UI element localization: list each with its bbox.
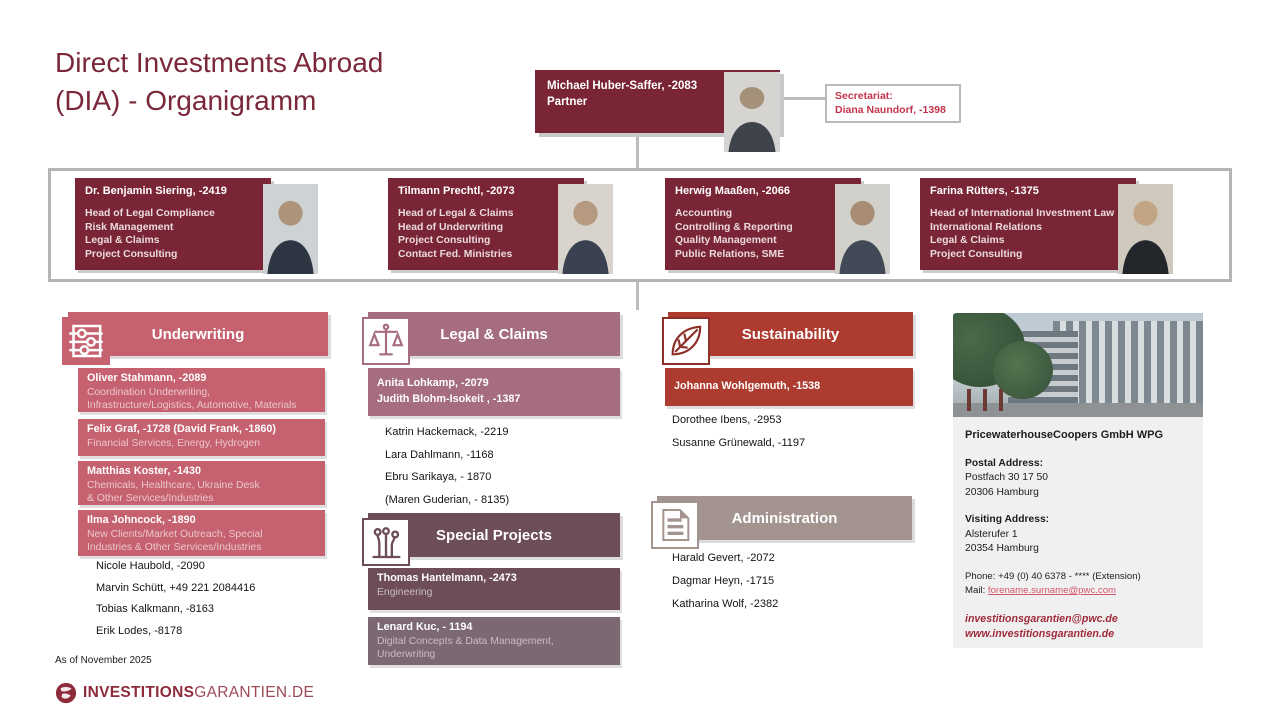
member-name: Thomas Hantelmann, -2473 bbox=[377, 572, 517, 584]
person-name: Herwig Maaßen, -2066 bbox=[675, 185, 790, 197]
staff-entry: Ebru Sarikaya, - 1870 bbox=[385, 471, 492, 483]
postal-address-label: Postal Address: bbox=[965, 457, 1044, 469]
member-desc: New Clients/Market Outreach, Special bbox=[87, 528, 263, 540]
document-icon bbox=[651, 501, 699, 549]
member-name: Lenard Kuc, - 1194 bbox=[377, 621, 473, 633]
member-desc: Chemicals, Healthcare, Ukraine Desk bbox=[87, 479, 260, 491]
management-card bbox=[920, 178, 1136, 270]
visiting-address-line: 20354 Hamburg bbox=[965, 543, 1039, 554]
connector-leader-vertical bbox=[636, 133, 639, 169]
mail-label: Mail: bbox=[965, 585, 988, 596]
person-role: Head of International Investment Law bbox=[930, 208, 1115, 219]
member-desc: & Other Services/Industries bbox=[87, 493, 214, 504]
staff-entry: Lara Dahlmann, -1168 bbox=[385, 448, 494, 461]
member-name: Oliver Stahmann, -2089 bbox=[87, 372, 207, 384]
member-box bbox=[78, 461, 325, 505]
person-role: International Relations bbox=[930, 221, 1043, 233]
page-title bbox=[55, 44, 383, 120]
contact-panel bbox=[953, 417, 1203, 648]
member-name: Felix Graf, -1728 (David Frank, -1860) bbox=[87, 423, 277, 435]
person-name: Farina Rütters, -1375 bbox=[930, 185, 1039, 197]
staff-list-legal bbox=[385, 426, 509, 516]
portrait-photo bbox=[263, 184, 318, 274]
person-role: Legal & Claims bbox=[85, 235, 160, 246]
staff-entry: Susanne Grünewald, -1197 bbox=[672, 437, 806, 449]
person-role: Controlling & Reporting bbox=[675, 221, 793, 233]
member-box bbox=[368, 617, 620, 665]
logo-text-regular: GARANTIEN.DE bbox=[194, 684, 315, 701]
person-role: Risk Management bbox=[85, 221, 174, 233]
management-card bbox=[388, 178, 584, 270]
person-role: Project Consulting bbox=[930, 248, 1023, 260]
logo-text-bold: INVESTITIONS bbox=[83, 684, 195, 701]
member-desc: Industries & Other Services/Industries bbox=[87, 542, 262, 553]
leaf-icon bbox=[662, 317, 710, 365]
member-desc: Financial Services, Energy, Hydrogen bbox=[87, 437, 261, 449]
company-name: PricewaterhouseCoopers GmbH WPG bbox=[965, 429, 1164, 441]
person-role: Head of Legal & Claims bbox=[398, 208, 514, 219]
visiting-address-line: Alsterufer 1 bbox=[965, 528, 1018, 540]
connector-secretariat-horizontal bbox=[780, 97, 825, 100]
title-line1: Direct Investments Abroad bbox=[55, 47, 384, 78]
person-name: Tilmann Prechtl, -2073 bbox=[398, 185, 515, 197]
postal-address-line: 20306 Hamburg bbox=[965, 486, 1039, 498]
circuit-icon bbox=[362, 518, 410, 566]
member-box bbox=[78, 368, 325, 412]
member-desc: Coordination Underwriting, bbox=[87, 386, 211, 398]
person-name: Dr. Benjamin Siering, -2419 bbox=[85, 185, 227, 197]
member-desc: Infrastructure/Logistics, Automotive, Materials bbox=[87, 400, 297, 411]
mail-line bbox=[965, 584, 1191, 599]
person-role: Accounting bbox=[675, 208, 733, 219]
leader-role: Partner bbox=[547, 96, 588, 108]
person-role: Contact Fed. Ministries bbox=[398, 248, 513, 260]
person-role: Public Relations, SME bbox=[675, 248, 785, 260]
staff-list-underwriting bbox=[96, 560, 255, 646]
staff-entry: Dagmar Heyn, -1715 bbox=[672, 575, 775, 587]
staff-entry: Nicole Haubold, -2090 bbox=[96, 560, 205, 572]
globe-icon bbox=[55, 682, 77, 704]
staff-list-sustainability bbox=[672, 414, 805, 460]
scales-icon bbox=[362, 317, 410, 365]
staff-entry: Erik Lodes, -8178 bbox=[96, 624, 183, 637]
portrait-photo bbox=[835, 184, 890, 274]
visiting-address-label: Visiting Address: bbox=[965, 514, 1050, 525]
secretariat-card bbox=[825, 84, 961, 123]
leader-name: Michael Huber-Saffer, -2083 bbox=[547, 80, 698, 92]
member-desc: Underwriting bbox=[377, 649, 436, 660]
member-box bbox=[78, 510, 325, 556]
member-name: Matthias Koster, -1430 bbox=[87, 465, 202, 477]
staff-entry: Marvin Schütt, +49 221 2084416 bbox=[96, 581, 256, 594]
office-building-photo bbox=[953, 313, 1203, 417]
person-role: Legal & Claims bbox=[930, 235, 1005, 246]
person-role: Project Consulting bbox=[398, 235, 491, 246]
person-role: Project Consulting bbox=[85, 248, 178, 260]
section-title: Underwriting bbox=[151, 325, 245, 343]
person-role: Quality Management bbox=[675, 235, 777, 246]
section-title: Special Projects bbox=[436, 526, 552, 544]
member-name: Anita Lohkamp, -2079 bbox=[377, 377, 489, 389]
section-title: Legal & Claims bbox=[440, 325, 548, 343]
management-card bbox=[75, 178, 271, 270]
staff-entry: Katharina Wolf, -2382 bbox=[672, 598, 779, 610]
member-name: Judith Blohm-Isokeit , -1387 bbox=[377, 393, 521, 405]
as-of-date: As of November 2025 bbox=[55, 655, 152, 666]
staff-list-administration bbox=[672, 552, 778, 621]
sliders-icon bbox=[62, 317, 110, 365]
member-box bbox=[78, 419, 325, 456]
staff-entry: Katrin Hackemack, -2219 bbox=[385, 426, 509, 438]
member-box bbox=[368, 368, 620, 416]
secretariat-label: Secretariat: bbox=[835, 90, 893, 102]
staff-entry: Tobias Kalkmann, -8163 bbox=[96, 603, 215, 615]
person-role: Head of Legal Compliance bbox=[85, 208, 215, 219]
section-title: Administration bbox=[731, 509, 838, 527]
person-role: Head of Underwriting bbox=[398, 221, 504, 233]
portrait-photo bbox=[724, 72, 780, 152]
portrait-photo bbox=[558, 184, 613, 274]
investitionsgarantien-logo bbox=[55, 682, 314, 704]
portrait-photo bbox=[1118, 184, 1173, 274]
staff-entry: Harald Gevert, -2072 bbox=[672, 552, 775, 564]
member-desc: Digital Concepts & Data Management, bbox=[377, 635, 554, 647]
management-card bbox=[665, 178, 861, 270]
secretariat-name: Diana Naundorf, -1398 bbox=[835, 103, 946, 116]
member-name: Ilma Johncock, -1890 bbox=[87, 514, 196, 526]
section-title: Sustainability bbox=[741, 325, 840, 343]
member-box bbox=[368, 568, 620, 610]
postal-address-line: Postfach 30 17 50 bbox=[965, 472, 1049, 483]
member-desc: Engineering bbox=[377, 586, 433, 598]
connector-bottom-vertical bbox=[636, 282, 639, 310]
title-line2: (DIA) - Organigramm bbox=[55, 85, 317, 116]
mail-link[interactable]: forename.surname@pwc.com bbox=[987, 585, 1117, 596]
website-url[interactable]: www.investitionsgarantien.de bbox=[965, 627, 1115, 640]
member-box bbox=[665, 368, 913, 406]
staff-entry: (Maren Guderian, - 8135) bbox=[385, 493, 510, 506]
phone-line: Phone: +49 (0) 40 6378 - **** (Extension) bbox=[965, 570, 1141, 582]
staff-entry: Dorothee Ibens, -2953 bbox=[672, 414, 782, 426]
email-address[interactable]: investitionsgarantien@pwc.de bbox=[965, 612, 1118, 625]
member-name: Johanna Wohlgemuth, -1538 bbox=[674, 380, 821, 393]
